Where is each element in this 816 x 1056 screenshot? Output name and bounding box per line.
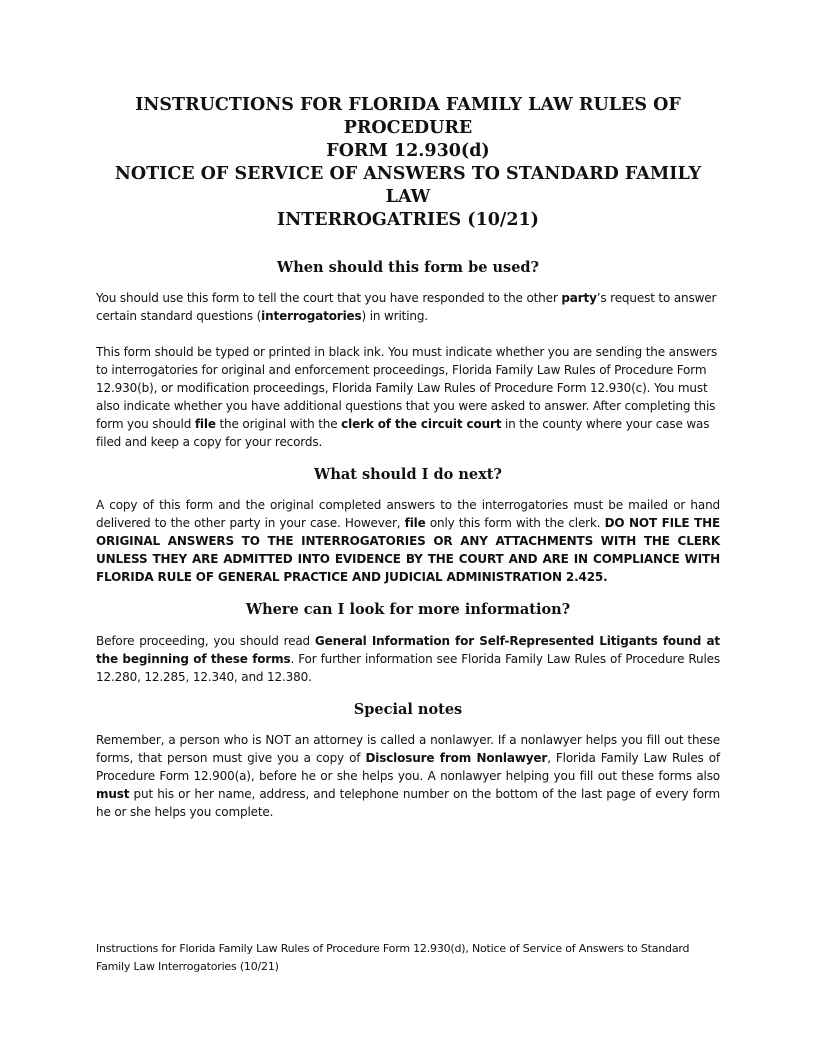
heading-more-information: Where can I look for more information? (245, 601, 571, 618)
paragraph-when-used-2: This form should be typed or printed in black ink. You must indicate whether you are sending the answers to interrogatories for original and enforcement proceedings, Florida Family Law Rules of Procedure Form 12.930(b), or modification proceedings, Florida Family Law Rules of Procedure Form 12.930(c). You must also indicate whether you have additional questions that you were asked to answer. After completing this form you should file the original with the clerk of the circuit court in the county where your case was filed and keep a copy for your records. (96, 345, 718, 449)
document-title (96, 94, 720, 232)
paragraph-when-used-1: You should use this form to tell the court that you have responded to the other party’s request to answer certain standard questions (interrogatories) in writing. (96, 291, 717, 323)
document-page (96, 94, 720, 821)
heading-when-used: When should this form be used? (276, 259, 540, 276)
paragraph-more-information: Before proceeding, you should read General Information for Self-Represented Litigants found at the beginning of these forms. For further information see Florida Family Law Rules of Procedure Rules 12.280, 12.285, 12.340, and 12.380. (96, 634, 720, 684)
title-line: INSTRUCTIONS FOR FLORIDA FAMILY LAW RULES OF PROCEDURE (135, 95, 681, 138)
paragraph-special-notes: Remember, a person who is NOT an attorney is called a nonlawyer. If a nonlawyer helps you fill out these forms, that person must give you a copy of Disclosure from Nonlawyer, Florida Family Law Rules of Procedure Form 12.900(a), before he or she helps you. A nonlawyer helping you fill out these forms also must put his or her name, address, and telephone number on the bottom of the last page of every form he or she helps you complete. (96, 733, 720, 819)
footer-line: Instructions for Florida Family Law Rules of Procedure Form 12.930(d), Notice of Service of Answers to Standard (96, 942, 690, 955)
heading-what-next: What should I do next? (314, 466, 502, 483)
title-line: NOTICE OF SERVICE OF ANSWERS TO STANDARD FAMILY LAW (114, 164, 702, 207)
footer-line: Family Law Interrogatories (10/21) (96, 960, 279, 973)
page-footer (96, 940, 720, 976)
title-line: INTERROGATRIES (10/21) (277, 210, 539, 230)
title-line: FORM 12.930(d) (326, 141, 490, 161)
paragraph-what-next: A copy of this form and the original completed answers to the interrogatories must be mailed or hand delivered to the other party in your case. However, file only this form with the clerk. DO NOT FILE THE ORIGINAL ANSWERS TO THE INTERROGATORIES OR ANY ATTACHMENTS WITH THE CLERK UNLESS THEY ARE ADMITTED INTO EVIDENCE BY THE COURT AND ARE IN COMPLIANCE WITH FLORIDA RULE OF GENERAL PRACTICE AND JUDICIAL ADMINISTRATION 2.425. (96, 498, 721, 584)
heading-special-notes: Special notes (353, 701, 463, 718)
